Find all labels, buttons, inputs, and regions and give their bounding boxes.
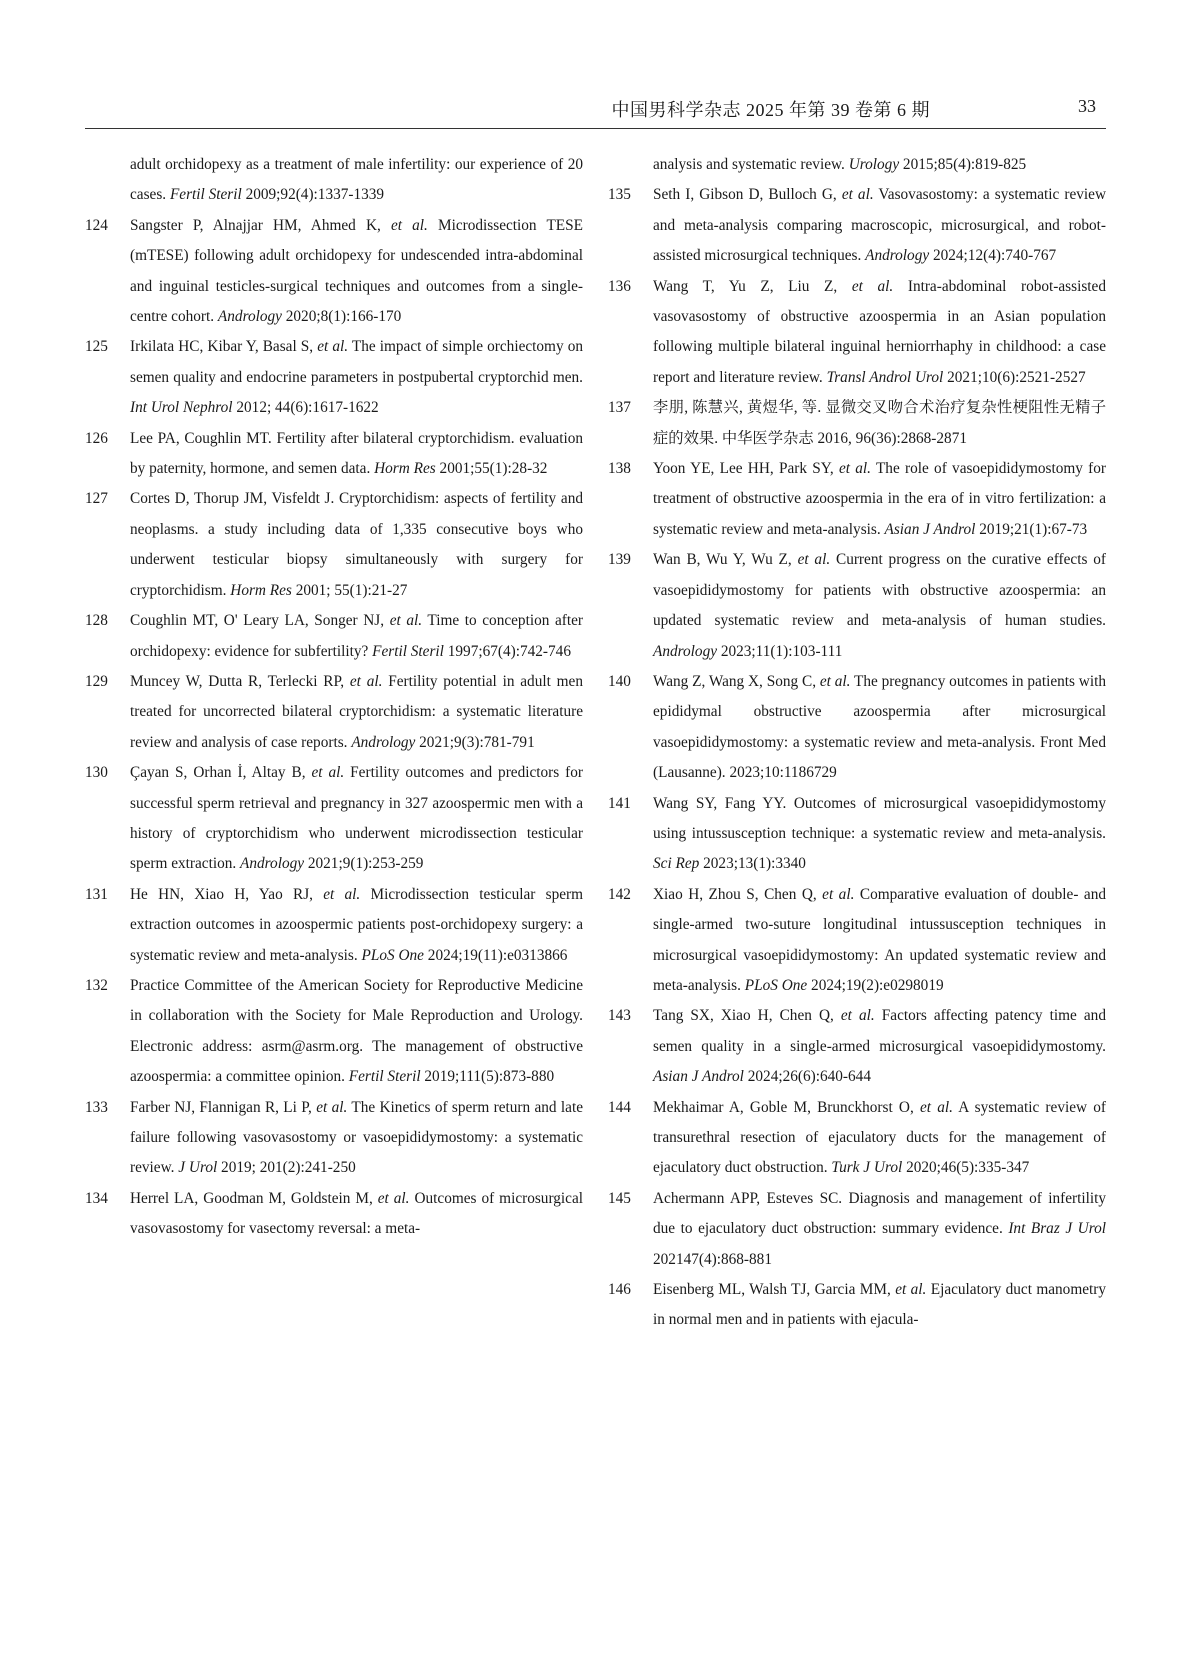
reference-entry: 132 Practice Committee of the American Society for Reproductive Medicine in collaboration with the Society for Male Reproduction and Urology. Electronic address: asrm@asrm.org. The management of obstructive azoospermia: a committee opinion. Fertil Steril 2019;111(5):873-880: [85, 976, 583, 1086]
reference-entry: 128 Coughlin MT, O' Leary LA, Songer NJ, et al. Time to conception after orchidopexy: evidence for subfertility? Fertil Steril 1997;67(4):742-746: [85, 612, 583, 660]
reference-continuation: analysis and systematic review. Urology 2015;85(4):819-825: [653, 156, 1027, 173]
reference-entry: 144 Mekhaimar A, Goble M, Brunckhorst O, et al. A systematic review of transurethral resection of ejaculatory ducts for the management of ejaculatory duct obstruction. Turk J Urol 2020;46(5):335-347: [608, 1098, 1106, 1177]
reference-entry: 145 Achermann APP, Esteves SC. Diagnosis and management of infertility due to ejaculatory duct obstruction: summary evidence. Int Braz J Urol 202147(4):868-881: [608, 1189, 1106, 1268]
reference-continuation: adult orchidopexy as a treatment of male infertility: our experience of 20 cases. Fertil Steril 2009;92(4):1337-1339: [130, 156, 583, 204]
reference-entry: 133 Farber NJ, Flannigan R, Li P, et al. The Kinetics of sperm return and late failure following vasovasostomy or vasoepididymostomy: a systematic review. J Urol 2019; 201(2):241-250: [85, 1098, 583, 1177]
page-header: [85, 92, 1106, 129]
right-column: [608, 150, 1106, 1336]
reference-entry: 139 Wan B, Wu Y, Wu Z, et al. Current progress on the curative effects of vasoepididymostomy for patients with obstructive azoospermia: an updated systematic review and meta-analysis of human studies. Andrology 2023;11(1):103-111: [608, 551, 1106, 660]
reference-entry: 124 Sangster P, Alnajjar HM, Ahmed K, et al. Microdissection TESE (mTESE) following adult orchidopexy for undescended intra-abdominal and inguinal testicles-surgical techniques and outcomes from a single-centre cohort. Andrology 2020;8(1):166-170: [85, 216, 583, 326]
reference-entry: 141 Wang SY, Fang YY. Outcomes of microsurgical vasoepididymostomy using intussusception technique: a systematic review and meta-analysis. Sci Rep 2023;13(1):3340: [608, 794, 1106, 873]
reference-entry: 125 Irkilata HC, Kibar Y, Basal S, et al. The impact of simple orchiectomy on semen quality and endocrine parameters in postpubertal cryptorchid men. Int Urol Nephrol 2012; 44(6):1617-1622: [85, 338, 583, 417]
reference-entry: 140 Wang Z, Wang X, Song C, et al. The pregnancy outcomes in patients with epididymal obstructive azoospermia after microsurgical vasoepididymostomy: a systematic review and meta-analysis. Front Med (Lausanne). 2023;10:1186729: [608, 672, 1106, 782]
reference-entry: 137 李朋, 陈慧兴, 黄煜华, 等. 显微交叉吻合术治疗复杂性梗阻性无精子症的效果. 中华医学杂志 2016, 96(36):2868-2871: [608, 399, 1106, 447]
reference-entry: 136 Wang T, Yu Z, Liu Z, et al. Intra-abdominal robot-assisted vasovasostomy of obstructive azoospermia in an Asian population following multiple bilateral inguinal herniorrhaphy in childhood: a case report and literature review. Transl Androl Urol 2021;10(6):2521-2527: [608, 277, 1106, 386]
journal-title: 中国男科学杂志 2025 年第 39 卷第 6 期: [611, 100, 930, 120]
reference-entry: 129 Muncey W, Dutta R, Terlecki RP, et al. Fertility potential in adult men treated for uncorrected bilateral cryptorchidism: a systematic literature review and analysis of case reports. Andrology 2021;9(3):781-791: [85, 672, 583, 751]
left-column: [85, 150, 583, 1245]
reference-entry: 131 He HN, Xiao H, Yao RJ, et al. Microdissection testicular sperm extraction outcomes in azoospermic patients post-orchidopexy surgery: a systematic review and meta-analysis. PLoS One 2024;19(11):e0313866: [85, 885, 584, 964]
reference-entry: 134 Herrel LA, Goodman M, Goldstein M, et al. Outcomes of microsurgical vasovasostomy for vasectomy reversal: a meta-: [85, 1189, 583, 1238]
reference-entry: 130 Çayan S, Orhan İ, Altay B, et al. Fertility outcomes and predictors for successful sperm retrieval and pregnancy in 327 azoospermic men with a history of cryptorchidism who underwent microdissection testicular sperm extraction. Andrology 2021;9(1):253-259: [85, 764, 584, 873]
reference-entry: 126 Lee PA, Coughlin MT. Fertility after bilateral cryptorchidism. evaluation by paternity, hormone, and semen data. Horm Res 2001;55(1):28-32: [85, 429, 583, 478]
reference-entry: 127 Cortes D, Thorup JM, Visfeldt J. Cryptorchidism: aspects of fertility and neoplasms. a study including data of 1,335 consecutive boys who underwent testicular biopsy simultaneously with surgery for cryptorchidism. Horm Res 2001; 55(1):21-27: [85, 490, 583, 599]
reference-entry: 138 Yoon YE, Lee HH, Park SY, et al. The role of vasoepididymostomy for treatment of obstructive azoospermia in the era of in vitro fertilization: a systematic review and meta-analysis. Asian J Androl 2019;21(1):67-73: [608, 460, 1107, 538]
page-number: 33: [1078, 96, 1096, 116]
reference-entry: 146 Eisenberg ML, Walsh TJ, Garcia MM, et al. Ejaculatory duct manometry in normal men and in patients with ejacula-: [608, 1281, 1107, 1329]
reference-entry: 135 Seth I, Gibson D, Bulloch G, et al. Vasovasostomy: a systematic review and meta-analysis comparing macroscopic, microsurgical, and robot-assisted microsurgical techniques. Andrology 2024;12(4):740-767: [608, 186, 1107, 265]
reference-entry: 142 Xiao H, Zhou S, Chen Q, et al. Comparative evaluation of double- and single-armed two-suture longitudinal intussusception techniques in microsurgical vasoepididymostomy: An updated systematic review and meta-analysis. PLoS One 2024;19(2):e0298019: [608, 885, 1106, 994]
reference-entry: 143 Tang SX, Xiao H, Chen Q, et al. Factors affecting patency time and semen quality in a single-armed microsurgical vasoepididymostomy. Asian J Androl 2024;26(6):640-644: [608, 1007, 1106, 1086]
